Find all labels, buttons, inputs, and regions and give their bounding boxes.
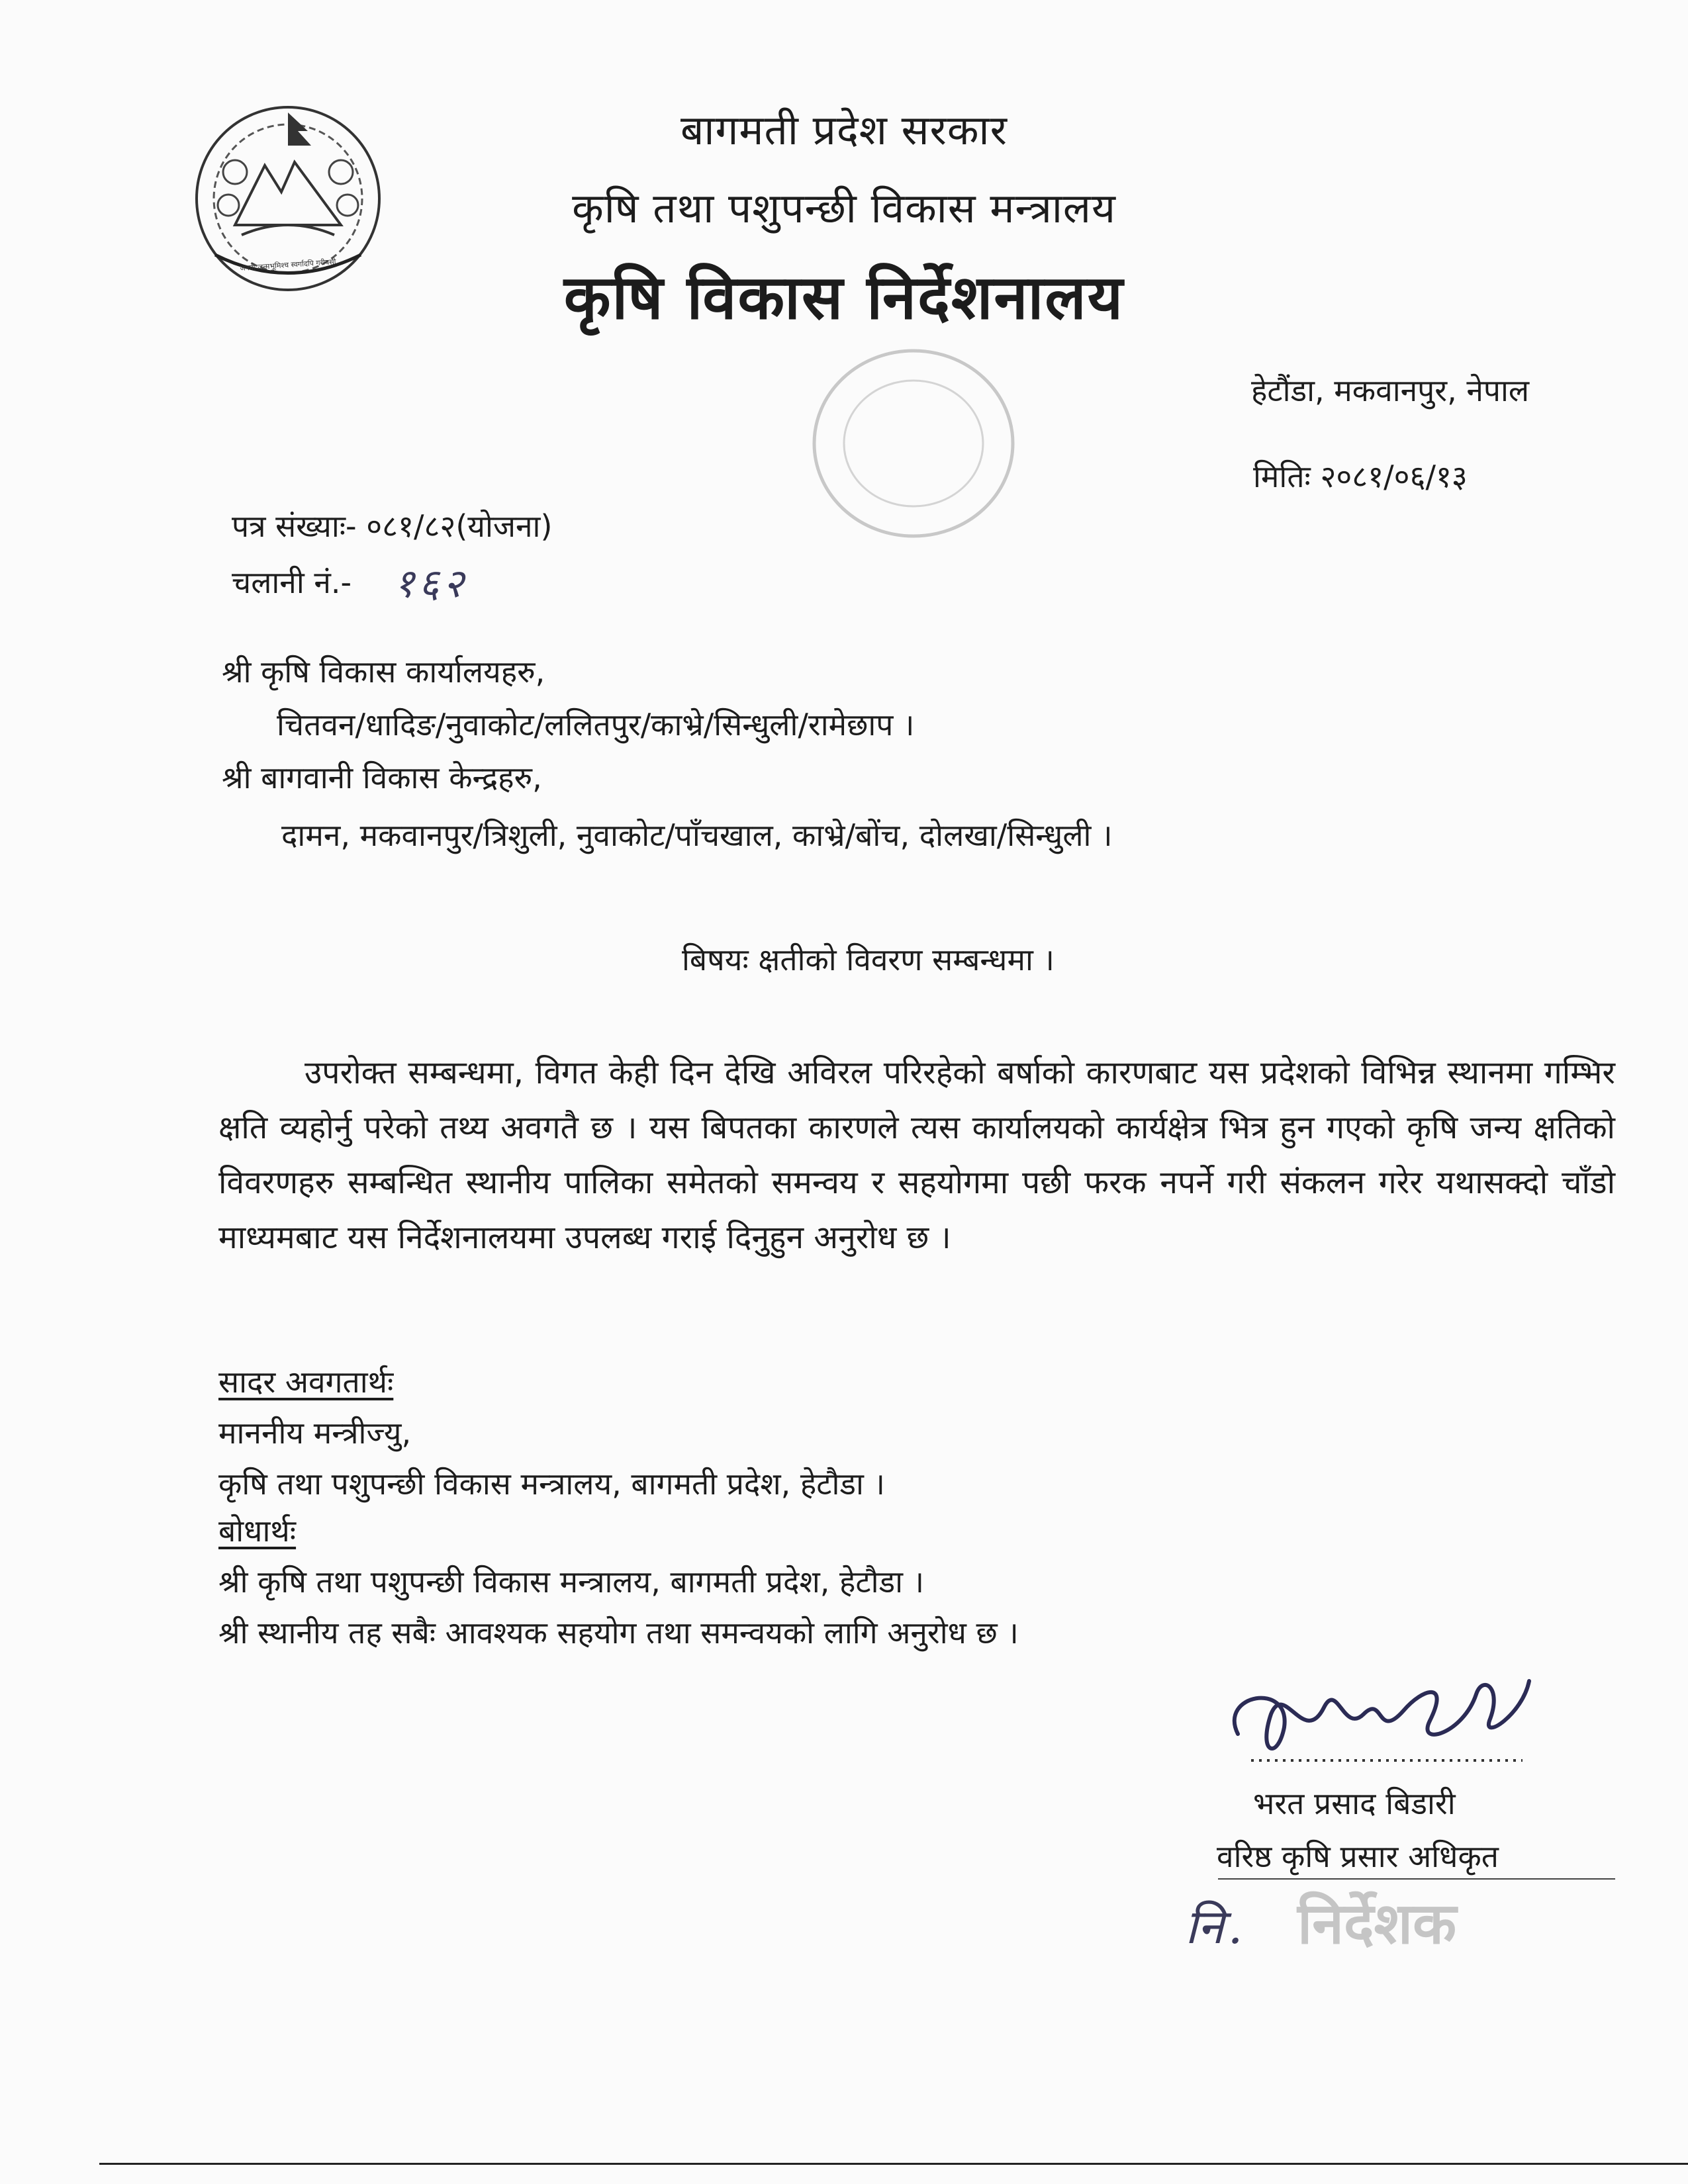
for-information-heading: सादर अवगतार्थः: [218, 1364, 394, 1400]
letter-date: मितिः २०८१/०६/१३: [1253, 459, 1468, 494]
office-address: हेटौंडा, मकवानपुर, नेपाल: [1251, 373, 1530, 408]
recipient-1-places: चितवन/धादिङ/नुवाकोट/ललितपुर/काभ्रे/सिन्धुली/रामेछाप ।: [277, 707, 915, 743]
signatory-title: वरिष्ठ कृषि प्रसार अधिकृत: [1217, 1839, 1499, 1874]
signatory-name: भरत प्रसाद बिडारी: [1253, 1786, 1456, 1821]
ministry-name: कृषि तथा पशुपन्छी विकास मन्त्रालय: [572, 184, 1116, 232]
directorate-name: कृषि विकास निर्देशनालय: [563, 262, 1125, 333]
emblem-caption: जननी जन्मभूमिश्च स्वर्गादपि गरीयसी: [240, 257, 336, 273]
letter-subject: बिषयः क्षतीको विवरण सम्बन्धमा ।: [682, 942, 1055, 978]
for-information-line-2: कृषि तथा पशुपन्छी विकास मन्त्रालय, बागमती प्रदेश, हेटौडा ।: [218, 1466, 885, 1502]
office-stamp: [808, 344, 1019, 543]
copy-to-line-1: श्री कृषि तथा पशुपन्छी विकास मन्त्रालय, बागमती प्रदेश, हेटौडा ।: [218, 1564, 925, 1600]
footer-rule: [99, 2163, 1688, 2165]
letter-reference-number: पत्र संख्याः- ०८१/८२(योजना): [232, 508, 553, 544]
officiating-mark-handwritten: नि.: [1185, 1899, 1247, 1954]
for-information-line-1: माननीय मन्त्रीज्यु,: [218, 1415, 412, 1451]
dispatch-number-handwritten: १६२: [394, 561, 468, 607]
recipient-2-places: दामन, मकवानपुर/त्रिशुली, नुवाकोट/पाँचखाल, काभ्रे/बोंच, दोलखा/सिन्धुली ।: [281, 817, 1113, 853]
dispatch-number-label: चलानी नं.-: [232, 565, 352, 600]
recipient-2: श्री बागवानी विकास केन्द्रहरु,: [222, 760, 542, 796]
recipient-1: श्री कृषि विकास कार्यालयहरु,: [222, 654, 545, 690]
copy-to-line-2: श्री स्थानीय तह सबैः आवश्यक सहयोग तथा समन्वयको लागि अनुरोध छ ।: [218, 1615, 1019, 1651]
letter-body: उपरोक्त सम्बन्धमा, विगत केही दिन देखि अविरल परिरहेको बर्षाको कारणबाट यस प्रदेशको विभिन्न स्थानमा गम्भिर क्षति व्यहोर्नु परेको तथ्य अवगतै छ । यस बिपतका कारणले त्यस कार्यालयको कार्यक्षेत्र भित्र हुन गएको कृषि जन्य क्षतिको विवरणहरु सम्बन्धित स्थानीय पालिका समेतको समन्वय र सहयोगमा पछी फरक नपर्ने गरी संकलन गरेर यथासक्दो चाँडो माध्यमबाट यस निर्देशनालयमा उपलब्ध गराई दिनुहुन अनुरोध छ ।: [218, 1054, 1615, 1256]
copy-to-heading: बोधार्थः: [218, 1513, 297, 1549]
designation-stamp: निर्देशक: [1297, 1891, 1457, 1957]
government-name: बागमती प्रदेश सरकार: [680, 106, 1008, 154]
signature: [1211, 1655, 1556, 1774]
